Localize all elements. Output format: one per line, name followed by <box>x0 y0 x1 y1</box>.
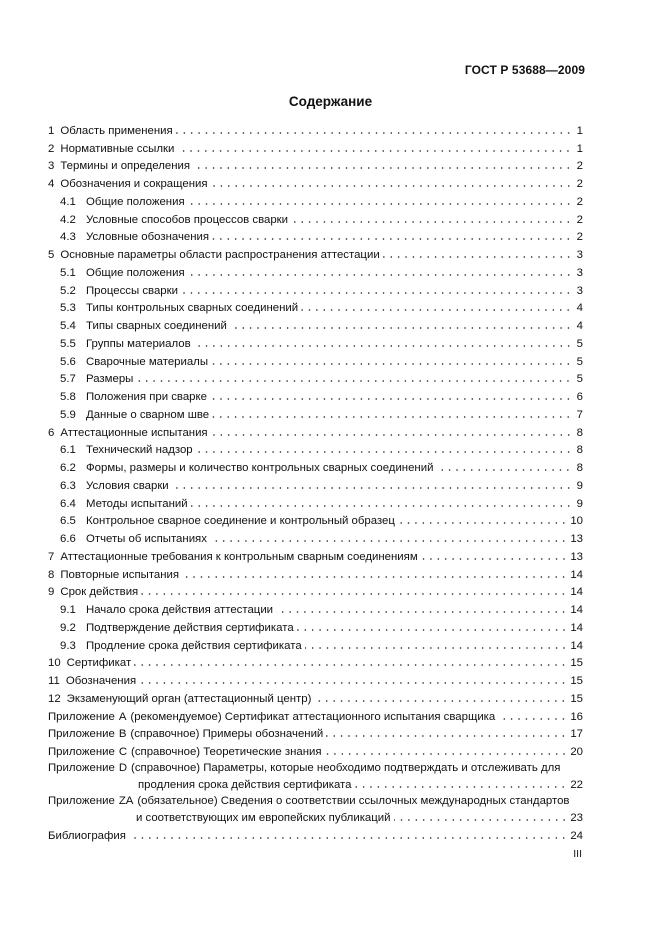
toc-leader <box>141 592 567 596</box>
toc-entry-number: 5.8 <box>60 391 76 403</box>
toc-entry-page: 15 <box>570 675 583 687</box>
toc-entry-page: 15 <box>570 692 583 705</box>
toc-leader <box>383 255 572 259</box>
toc-entry-title: Условные способов процессов сварки <box>86 213 289 226</box>
toc-entry[interactable] <box>48 564 583 582</box>
toc-entry[interactable] <box>48 617 583 635</box>
toc-entry[interactable] <box>48 635 583 653</box>
toc-entry-title: Термины и определения <box>60 160 191 173</box>
toc-entry-title: Общие положения <box>86 266 185 279</box>
toc-entry-number: 12 <box>48 692 61 705</box>
toc-entry-page: 14 <box>570 586 583 599</box>
toc-entry-number: 6.1 <box>60 444 76 457</box>
toc-entry[interactable] <box>48 670 583 688</box>
appendix-b-title: (справочное) Примеры обозначений <box>130 728 324 741</box>
toc-leader <box>314 699 567 703</box>
toc-entry[interactable] <box>48 404 583 422</box>
toc-leader <box>212 237 572 241</box>
toc-leader <box>291 220 572 224</box>
toc-entry-title: Экзаменующий орган (аттестационный центр) <box>66 692 312 705</box>
toc-entry-page: 8 <box>576 444 583 457</box>
toc-entry-title: Процессы сварки <box>86 284 178 297</box>
toc-entry-title: Размеры <box>86 373 134 386</box>
toc-entry[interactable] <box>48 475 583 493</box>
appendix-a[interactable] <box>48 706 583 724</box>
toc-entry-title: Условные обозначения <box>86 231 210 244</box>
appendix-d-letter: D <box>118 762 128 774</box>
toc-entry-page: 14 <box>570 639 583 652</box>
toc-leader <box>193 166 572 170</box>
toc-entry-number: 5.4 <box>60 320 76 332</box>
toc-entry-page: 14 <box>570 568 583 581</box>
toc-entry[interactable] <box>48 369 583 387</box>
toc-entry-number: 5.3 <box>60 302 76 315</box>
toc-entry[interactable] <box>48 173 583 191</box>
toc-leader <box>188 273 572 277</box>
toc-leader <box>139 681 567 685</box>
toc-entry[interactable] <box>48 333 583 351</box>
toc-entry-page: 4 <box>576 320 583 332</box>
appendix-a-page: 16 <box>570 710 583 723</box>
appendix-za-letter: ZA <box>118 795 134 807</box>
toc-leader <box>176 131 572 135</box>
appendix-c-prefix: Приложение <box>48 746 115 758</box>
toc-entry-page: 3 <box>576 249 583 261</box>
toc-entries <box>48 120 583 706</box>
toc-leader <box>194 344 572 348</box>
appendix-b[interactable] <box>48 724 583 742</box>
toc-entry[interactable] <box>48 138 583 156</box>
toc-entry-number: 5 <box>48 249 55 261</box>
toc-entry-number: 9.1 <box>60 604 76 616</box>
toc-entry-number: 2 <box>48 142 55 155</box>
toc-entry-number: 3 <box>48 160 55 173</box>
toc-entry-title: Данные о сварном шве <box>86 408 210 421</box>
appendix-d-title-line1: (справочное) Параметры, которые необходимо подтверждать и отслеживать для <box>131 762 561 774</box>
toc-entry[interactable] <box>48 386 583 404</box>
toc-leader <box>210 539 567 543</box>
appendix-za-title-line1: (обязательное) Сведения о соответствии ссылочных международных стандартов <box>137 795 570 807</box>
toc-entry[interactable] <box>48 191 583 209</box>
toc-entry-page: 2 <box>576 213 583 226</box>
toc-entry-number: 4.2 <box>60 213 76 226</box>
toc-leader <box>230 326 572 330</box>
toc-entry-number: 5.7 <box>60 373 76 386</box>
toc-entry-page: 2 <box>576 178 583 190</box>
appendix-b-letter: В <box>118 728 127 741</box>
toc-entry-page: 3 <box>576 266 583 279</box>
toc-entry[interactable] <box>48 599 583 617</box>
toc-title: Содержание <box>288 94 373 109</box>
toc-leader <box>188 202 572 206</box>
bibliography-entry[interactable] <box>48 825 583 843</box>
toc-leader <box>305 646 568 650</box>
appendix-c-page: 20 <box>570 746 583 758</box>
toc-leader <box>394 818 568 822</box>
toc-entry-number: 6.5 <box>60 515 76 528</box>
toc-entry-title: Подтверждение действия сертификата <box>86 621 294 634</box>
toc-entry[interactable] <box>48 262 583 280</box>
toc-entry-title: Аттестационные испытания <box>60 426 208 439</box>
toc-entry-number: 6.4 <box>60 497 76 510</box>
toc-entry-number: 7 <box>48 550 55 563</box>
toc-leader <box>354 785 567 789</box>
toc-leader <box>210 397 572 401</box>
toc-entry-page: 5 <box>576 373 583 386</box>
toc-entry-number: 4.1 <box>60 195 76 208</box>
toc-entry-page: 15 <box>570 657 583 670</box>
toc-entry-number: 6.6 <box>60 533 76 545</box>
toc-entry-number: 5.9 <box>60 408 76 421</box>
toc-entry-page: 13 <box>570 533 583 545</box>
toc-leader <box>172 486 572 490</box>
toc-entry-page: 13 <box>570 550 583 563</box>
toc-entry[interactable] <box>48 546 583 564</box>
appendix-c-title: (справочное) Теоретические знания <box>131 746 322 758</box>
appendix-b-prefix: Приложение <box>48 728 115 741</box>
toc-entry-title: Аттестационные требования к контрольным сварным соединениям <box>60 550 418 563</box>
toc-entry-page: 2 <box>576 195 583 208</box>
toc-entry-title: Типы контрольных сварных соединений <box>86 302 299 315</box>
toc-entry-page: 4 <box>576 302 583 315</box>
toc-entry-number: 6.3 <box>60 479 76 492</box>
toc-entry-title: Основные параметры области распространения аттестации <box>60 249 380 261</box>
toc-entry[interactable] <box>48 688 583 706</box>
toc-leader <box>498 717 567 721</box>
appendix-b-page: 17 <box>570 728 583 741</box>
toc-leader <box>326 734 567 738</box>
appendix-c[interactable] <box>48 741 583 759</box>
toc-entry-page: 5 <box>576 337 583 350</box>
toc-entry-title: Методы испытаний <box>86 497 188 510</box>
toc-entry-number: 4.3 <box>60 231 76 244</box>
toc-entry-title: Обозначения и сокращения <box>60 178 208 190</box>
toc-entry-number: 6.2 <box>60 462 76 474</box>
toc-entry-title: Условия сварки <box>86 479 169 492</box>
toc-entry-page: 1 <box>576 124 583 137</box>
toc-entry-title: Технический надзор <box>86 444 193 457</box>
document-code: ГОСТ Р 53688—2009 <box>464 63 585 77</box>
toc-leader <box>129 836 567 840</box>
appendix-d-title-line2: продления срока действия сертификата <box>138 779 352 791</box>
toc-entry-page: 7 <box>576 408 583 421</box>
toc-entry-title: Сварочные материалы <box>86 355 209 368</box>
toc-leader <box>191 504 572 508</box>
toc-entry[interactable] <box>48 298 583 316</box>
toc-entry-number: 5.1 <box>60 266 76 279</box>
toc-entry-number: 11 <box>48 675 60 687</box>
toc-entry-number: 8 <box>48 568 55 581</box>
toc-entry-number: 5.5 <box>60 337 76 350</box>
toc-entry-number: 10 <box>48 657 61 670</box>
toc-leader <box>211 362 572 366</box>
toc-entry[interactable] <box>48 280 583 298</box>
appendix-a-title: (рекомендуемое) Сертификат аттестационного испытания сварщика <box>130 710 496 723</box>
toc-entry-page: 9 <box>576 497 583 510</box>
toc-entry-number: 4 <box>48 178 55 190</box>
toc-leader <box>211 433 572 437</box>
toc-leader <box>325 752 568 756</box>
toc-entry-title: Отчеты об испытаниях <box>86 533 207 545</box>
toc-entry-title: Общие положения <box>86 195 185 208</box>
toc-entry-page: 8 <box>576 426 583 439</box>
toc-entry-title: Контрольное сварное соединение и контрольный образец <box>86 515 395 528</box>
toc-entry-page: 14 <box>570 604 583 616</box>
toc-entry-title: Нормативные ссылки <box>60 142 175 155</box>
appendix-c-letter: С <box>118 746 128 758</box>
toc-entry[interactable] <box>48 244 583 262</box>
toc-entry[interactable] <box>48 120 583 138</box>
toc-entry-title: Обозначения <box>65 675 137 687</box>
toc-leader <box>421 557 568 561</box>
appendix-za-prefix: Приложение <box>48 795 115 807</box>
table-of-contents <box>48 120 583 843</box>
toc-entry-number: 9 <box>48 586 55 599</box>
toc-entry[interactable] <box>48 457 583 475</box>
toc-entry-number: 6 <box>48 426 55 439</box>
toc-entry-title: Срок действия <box>60 586 139 599</box>
toc-leader <box>177 149 572 153</box>
toc-entry-title: Группы материалов <box>86 337 191 350</box>
toc-entry-page: 8 <box>576 462 583 474</box>
toc-entry-number: 9.3 <box>60 639 76 652</box>
toc-entry-page: 10 <box>570 515 583 528</box>
toc-leader <box>136 379 572 383</box>
bibliography-title: Библиография <box>48 829 126 842</box>
toc-leader <box>181 291 572 295</box>
toc-entry-page: 2 <box>576 160 583 173</box>
appendix-za-title-line2: и соответствующих им европейских публикаций <box>136 812 391 824</box>
toc-entry-number: 9.2 <box>60 621 76 634</box>
toc-entry-title: Сертификат <box>66 657 132 670</box>
toc-entry[interactable] <box>48 528 583 546</box>
toc-entry-page: 6 <box>576 391 583 403</box>
toc-entry-title: Начало срока действия аттестации <box>86 604 274 616</box>
toc-entry[interactable] <box>48 227 583 245</box>
bibliography-page: 24 <box>570 829 583 842</box>
toc-leader <box>297 628 568 632</box>
appendix-d-page: 22 <box>570 779 583 791</box>
toc-entry-title: Продление срока действия сертификата <box>86 639 302 652</box>
toc-entry-title: Повторные испытания <box>60 568 180 581</box>
toc-entry[interactable] <box>48 511 583 529</box>
toc-entry[interactable] <box>48 156 583 174</box>
toc-entry[interactable] <box>48 493 583 511</box>
toc-leader <box>211 184 572 188</box>
appendix-a-letter: А <box>118 710 127 723</box>
appendix-za[interactable] <box>48 792 583 825</box>
toc-entry-page: 9 <box>576 479 583 492</box>
toc-entry[interactable] <box>48 422 583 440</box>
toc-leader <box>276 610 567 614</box>
toc-entry-title: Положения при сварке <box>86 391 207 403</box>
toc-entry-title: Типы сварных соединений <box>86 320 227 332</box>
toc-entry-title: Область применения <box>60 124 173 137</box>
toc-leader <box>212 415 572 419</box>
toc-entry-page: 1 <box>576 142 583 155</box>
toc-entry-title: Формы, размеры и количество контрольных сварных соединений <box>86 462 434 474</box>
toc-entry-number: 1 <box>48 124 55 137</box>
toc-leader <box>398 521 567 525</box>
toc-entry[interactable] <box>48 653 583 671</box>
page-number: III <box>573 848 582 860</box>
toc-leader <box>196 450 572 454</box>
appendix-za-page: 23 <box>570 812 583 824</box>
toc-entry-number: 5.6 <box>60 355 76 368</box>
toc-leader <box>301 308 572 312</box>
toc-leader <box>182 575 567 579</box>
toc-leader <box>134 663 567 667</box>
appendix-d[interactable] <box>48 759 583 792</box>
toc-entry-page: 3 <box>576 284 583 297</box>
toc-entry[interactable] <box>48 440 583 458</box>
appendix-d-prefix: Приложение <box>48 762 115 774</box>
toc-entry[interactable] <box>48 351 583 369</box>
toc-entry-page: 2 <box>576 231 583 244</box>
toc-entry-page: 14 <box>570 621 583 634</box>
toc-entry-number: 5.2 <box>60 284 76 297</box>
toc-leader <box>436 468 572 472</box>
toc-entry[interactable] <box>48 582 583 600</box>
toc-entry[interactable] <box>48 315 583 333</box>
toc-entry-page: 5 <box>576 355 583 368</box>
toc-entry[interactable] <box>48 209 583 227</box>
appendix-a-prefix: Приложение <box>48 710 115 723</box>
